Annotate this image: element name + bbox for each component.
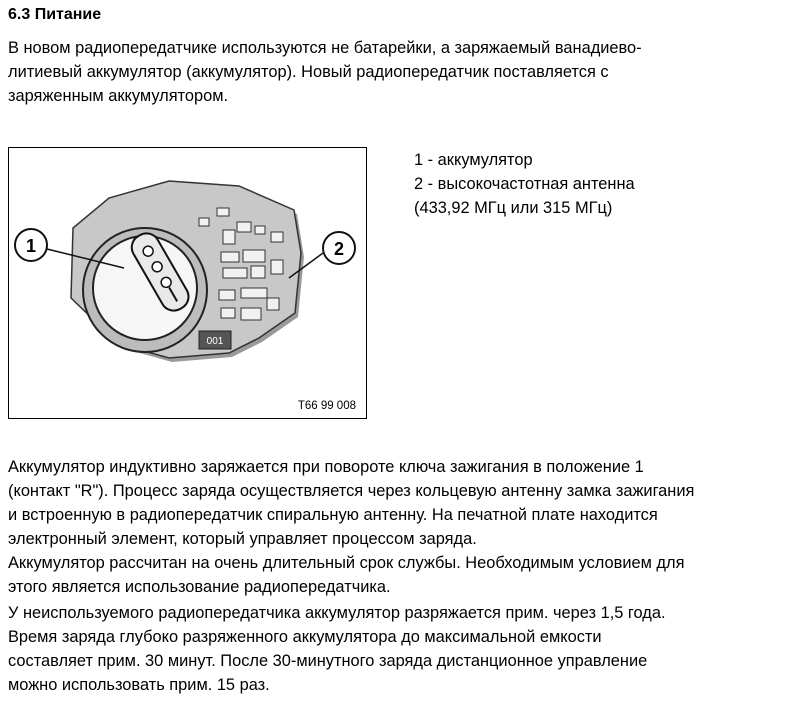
text-line: литиевый аккумулятор (аккумулятор). Новый радиопередатчик поставляется с bbox=[8, 63, 609, 81]
discharge-paragraph bbox=[8, 601, 666, 697]
text-line: электронный элемент, который управляет процессом заряда. bbox=[8, 530, 477, 548]
legend-item: (433,92 МГц или 315 МГц) bbox=[414, 199, 613, 217]
callout-1-number: 1 bbox=[25, 236, 37, 256]
lifetime-paragraph bbox=[8, 551, 684, 599]
legend-item: 2 - высокочастотная антенна bbox=[414, 175, 635, 193]
text-line: этого является использование радиопередатчика. bbox=[8, 578, 391, 596]
chip-label: 001 bbox=[206, 336, 224, 347]
text-line: Аккумулятор рассчитан на очень длительный срок службы. Необходимым условием для bbox=[8, 554, 685, 572]
charging-paragraph bbox=[8, 455, 694, 551]
text-line: Время заряда глубоко разряженного аккумулятора до максимальной емкости bbox=[8, 628, 602, 646]
text-line: В новом радиопередатчике используются не батарейки, а заряжаемый ванадиево- bbox=[8, 39, 642, 57]
figure-legend bbox=[414, 148, 635, 220]
text-line: можно использовать прим. 15 раз. bbox=[8, 676, 270, 694]
transmitter-illustration bbox=[9, 148, 365, 417]
text-line: У неиспользуемого радиопередатчика аккумулятор разряжается прим. через 1,5 года. bbox=[8, 604, 666, 622]
section-heading: 6.3 Питание bbox=[8, 6, 102, 23]
text-line: заряженным аккумулятором. bbox=[8, 87, 229, 105]
text-line: (контакт "R"). Процесс заряда осуществляется через кольцевую антенну замка зажигания bbox=[8, 482, 695, 500]
intro-paragraph bbox=[8, 36, 642, 108]
transmitter-figure bbox=[8, 147, 367, 419]
callout-2-number: 2 bbox=[333, 239, 345, 259]
text-line: составляет прим. 30 минут. После 30-минутного заряда дистанционное управление bbox=[8, 652, 648, 670]
text-line: и встроенную в радиопередатчик спиральную антенну. На печатной плате находится bbox=[8, 506, 658, 524]
text-line: Аккумулятор индуктивно заряжается при повороте ключа зажигания в положение 1 bbox=[8, 458, 644, 476]
legend-item: 1 - аккумулятор bbox=[414, 151, 533, 169]
figure-code: T66 99 008 bbox=[297, 400, 356, 412]
